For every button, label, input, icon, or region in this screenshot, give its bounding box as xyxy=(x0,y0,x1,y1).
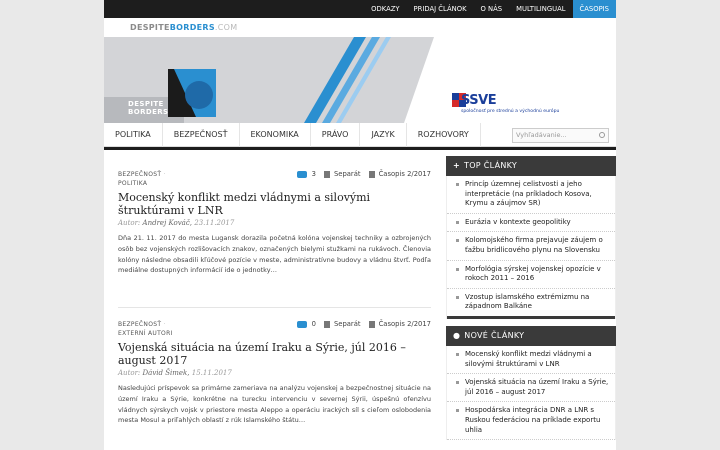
article-tag[interactable]: Separát xyxy=(333,320,361,328)
sidebar-article-link[interactable] xyxy=(447,374,615,402)
category-link[interactable]: BEZPEČNOSŤ xyxy=(118,321,162,328)
category-link[interactable]: BEZPEČNOSŤ xyxy=(118,171,162,178)
plus-icon: + xyxy=(453,161,461,170)
header-banner xyxy=(104,37,616,123)
nav-pravo[interactable]: PRÁVO xyxy=(311,123,361,147)
sidebar-article-title[interactable]: Mocenský konflikt medzi vládnymi a silovými štruktúrami v LNR xyxy=(465,349,592,368)
bullet-icon xyxy=(456,381,459,384)
sidebar-article-title[interactable]: Eurázia v kontexte geopolitiky xyxy=(465,217,571,226)
top-articles-list xyxy=(446,176,616,319)
topnav-odkazy[interactable]: ODKAZY xyxy=(371,5,400,13)
widget-header xyxy=(446,156,616,176)
sidebar-article-link[interactable] xyxy=(447,346,615,374)
comment-count[interactable]: 3 xyxy=(311,170,316,178)
author-name[interactable]: Dávid Šimek, xyxy=(142,369,190,377)
category-link[interactable]: POLITIKA xyxy=(118,180,148,187)
nav-bezpecnost[interactable]: BEZPEČNOSŤ xyxy=(163,123,240,147)
article-issue[interactable]: Časopis 2/2017 xyxy=(378,320,431,328)
article-date: 23.11.2017 xyxy=(194,219,235,227)
ssve-tagline: spoločnosť pre strednú a východnú európu xyxy=(461,109,560,114)
article-author-line xyxy=(118,369,431,377)
bullet-icon xyxy=(456,268,459,271)
sidebar-article-link[interactable] xyxy=(447,214,615,233)
article-tag[interactable]: Separát xyxy=(333,170,361,178)
banner-logo-line2: BORDERS xyxy=(128,108,169,116)
author-label: Autor: xyxy=(118,369,141,377)
nav-politika[interactable]: POLITIKA xyxy=(104,123,163,147)
bullet-icon xyxy=(456,221,459,224)
article-excerpt: Dňa 21. 11. 2017 do mesta Lugansk dorazila početná kolóna vojenskej techniky a ozbrojených osôb bez vojenských rozlišovacích znakov, označených bielymi stužkami na rukávoch. Členovia kolóny následne obsadili kľúčové pozície v meste, administratívne budovy a vládnu štvrť. Podľa mediálne dostupných informácií ide o jednotky… xyxy=(118,234,431,275)
sidebar-article-title[interactable]: Kolomojského firma prejavuje záujem o ťažbu bridlicového plynu na Slovensku xyxy=(465,236,603,254)
banner-logo-line1: DESPITE xyxy=(128,100,164,108)
sidebar-article-title[interactable]: Morfológia sýrskej vojenskej opozície v rokoch 2011 – 2016 xyxy=(465,264,601,283)
comment-icon[interactable] xyxy=(297,321,307,328)
topnav-multilingual[interactable]: MULTILINGUAL xyxy=(516,5,566,13)
author-label: Autor: xyxy=(118,219,141,227)
widget-header xyxy=(446,326,616,346)
sidebar-article-link[interactable] xyxy=(447,402,615,440)
article-meta xyxy=(297,170,431,178)
ssve-name: SSVE xyxy=(461,93,497,108)
logo-part-despite: DESPITE xyxy=(130,23,170,32)
sidebar-article-title[interactable]: Vojenská situácia na území Iraku a Sýrie, júl 2016 – august 2017 xyxy=(465,378,609,396)
article-excerpt: Nasledujúci príspevok sa primárne zameriava na analýzu vojenskej a bezpečnostnej situácie na území Iraku a Sýrie, konkrétne na turecku intervenciu v severnej Sýrii, úspešnú ofenzívu vládnych sýrskych vojsk v priestore mesta Aleppo a operáciu irackých síl s cieľom oslobodenia mesta Mosul a priľahlých oblastí z rúk Islamského štátu… xyxy=(118,384,431,425)
logo-part-com: .COM xyxy=(214,23,238,32)
category-separator: · xyxy=(163,321,166,328)
article-title[interactable]: Mocenský konflikt medzi vládnymi a silovými štruktúrami v LNR xyxy=(118,191,371,217)
search-placeholder: Vyhľadávanie... xyxy=(516,131,567,139)
topnav-o-nas[interactable]: O NÁS xyxy=(480,5,503,13)
article-card xyxy=(118,320,431,426)
comment-count[interactable]: 0 xyxy=(311,320,316,328)
top-bar xyxy=(104,0,616,18)
article-list xyxy=(104,150,439,450)
nav-ekonomika[interactable]: EKONOMIKA xyxy=(240,123,311,147)
sidebar-article-title[interactable]: Vzostup islamského extrémizmu na západnom Balkáne xyxy=(465,292,590,311)
nav-jazyk[interactable]: JAZYK xyxy=(360,123,406,147)
sidebar-article-title[interactable]: Hospodárska integrácia DNR a LNR s Ruskou federáciou na príklade exportu uhlia xyxy=(465,406,601,434)
author-name[interactable]: Andrej Kováč, xyxy=(142,219,192,227)
nav-rozhovory[interactable]: ROZHOVORY xyxy=(407,123,481,147)
article-author-line xyxy=(118,219,431,227)
article-issue[interactable]: Časopis 2/2017 xyxy=(378,170,431,178)
article-meta xyxy=(297,320,431,328)
tag-icon xyxy=(324,321,330,328)
category-separator: · xyxy=(163,171,166,178)
document-icon xyxy=(369,321,375,328)
tag-icon xyxy=(324,171,330,178)
logo-part-borders: BORDERS xyxy=(169,23,215,32)
sidebar-article-link[interactable] xyxy=(447,232,615,260)
article-title[interactable]: Vojenská situácia na území Iraku a Sýrie, júl 2016 – august 2017 xyxy=(118,341,406,367)
top-nav xyxy=(364,0,616,18)
page xyxy=(104,0,616,450)
article-date: 15.11.2017 xyxy=(191,369,232,377)
main-nav xyxy=(104,123,616,147)
search-icon[interactable] xyxy=(599,132,605,138)
category-link[interactable]: EXTERNÍ AUTORI xyxy=(118,330,173,337)
widget-title: NOVÉ ČLÁNKY xyxy=(464,330,525,340)
widget-title: TOP ČLÁNKY xyxy=(464,161,518,170)
sidebar-article-link[interactable] xyxy=(447,176,615,214)
topnav-casopis[interactable]: ČASOPIS xyxy=(573,0,616,18)
bullet-icon xyxy=(456,239,459,242)
bullet-icon xyxy=(456,409,459,412)
sidebar-article-title[interactable]: Princíp územnej celistvosti a jeho interpretácie (na príkladoch Kosova, Krymu a záujmov SR) xyxy=(465,180,592,208)
document-icon xyxy=(369,171,375,178)
sidebar xyxy=(446,156,616,447)
ssve-logo[interactable] xyxy=(461,93,559,114)
bullet-icon xyxy=(456,353,459,356)
site-logo[interactable] xyxy=(130,23,237,32)
search-input[interactable] xyxy=(512,128,609,143)
banner-logo xyxy=(128,100,169,116)
new-articles-widget xyxy=(446,326,616,440)
sidebar-article-link[interactable] xyxy=(447,261,615,289)
circle-icon: ● xyxy=(453,330,461,340)
topnav-pridaj-clanok[interactable]: PRIDAJ ČLÁNOK xyxy=(413,5,467,13)
new-articles-list xyxy=(446,346,616,440)
top-articles-widget xyxy=(446,156,616,319)
comment-icon[interactable] xyxy=(297,171,307,178)
bullet-icon xyxy=(456,183,459,186)
bullet-icon xyxy=(456,296,459,299)
article-divider xyxy=(118,307,431,308)
article-card xyxy=(118,170,431,276)
sidebar-article-link[interactable] xyxy=(447,289,615,319)
